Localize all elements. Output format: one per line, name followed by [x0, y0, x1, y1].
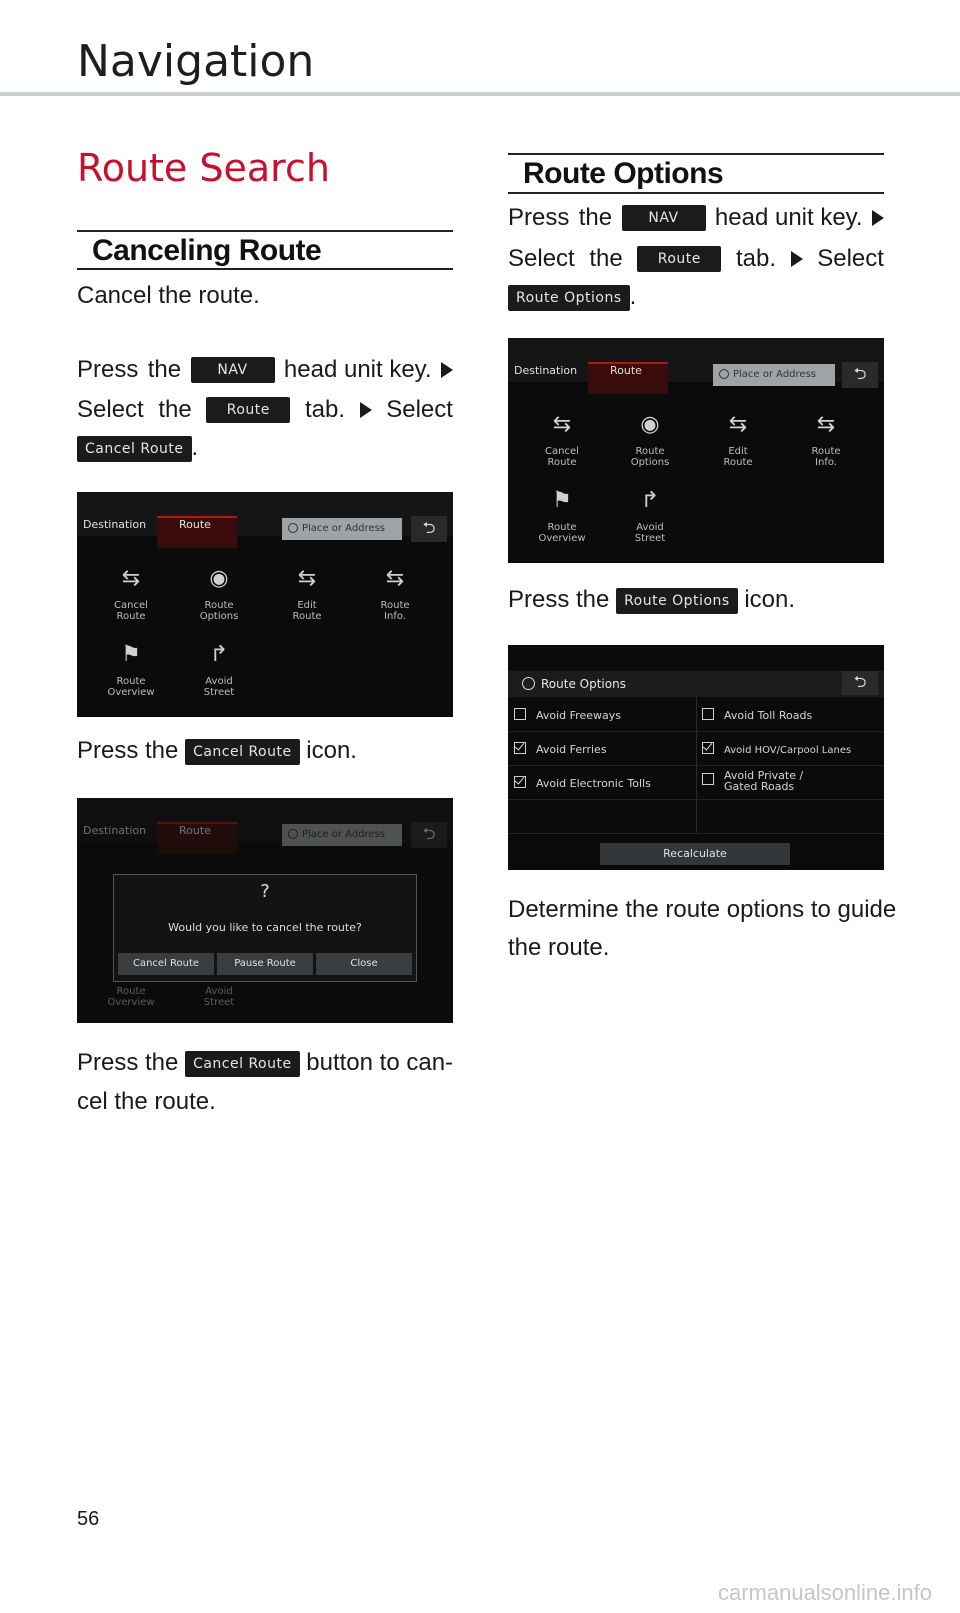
left-step1-line1 [77, 350, 453, 390]
tab-destination[interactable]: Destination [83, 518, 147, 531]
left-step3-line2: cel the route. [77, 1088, 216, 1115]
arrow-right-icon [441, 362, 453, 378]
checkbox-unchecked[interactable] [702, 708, 714, 720]
tile-route-overview[interactable]: ⚑ Route Overview [538, 488, 586, 544]
route-options-screenshot [508, 645, 884, 870]
tile-cancel-route[interactable]: ⇆ Cancel Route [545, 412, 579, 468]
tile-avoid-street[interactable]: ↱ Avoid Street [203, 642, 235, 698]
route-menu-screenshot [77, 492, 453, 717]
route-info-icon: ⇆ [816, 412, 836, 437]
back-arrow-icon[interactable]: ⮌ [411, 516, 447, 542]
back-arrow-icon[interactable]: ⮌ [842, 362, 878, 388]
avoid-street-icon: ↱ [640, 488, 660, 513]
nav-key-badge: NAV [622, 205, 706, 231]
right-step1-line3 [508, 277, 636, 317]
tab-destination[interactable]: Destination [514, 364, 578, 377]
period: . [629, 283, 637, 310]
dialog-close-button[interactable]: Close [316, 953, 412, 975]
head-unit-text: head unit key. [714, 204, 863, 231]
tile-edit-route[interactable]: ⇆ Edit Route [723, 412, 753, 468]
question-icon: ? [260, 881, 270, 902]
left-intro: Cancel the route. [77, 282, 260, 309]
cancel-route-badge: Cancel Route [185, 739, 300, 765]
press-the-text: Press the [77, 1049, 179, 1076]
right-step2 [508, 580, 795, 620]
tile-route-info[interactable]: ⇆ Route Info. [380, 566, 410, 622]
checkbox-checked[interactable] [514, 742, 526, 754]
check-circle-icon [522, 677, 535, 690]
back-arrow-icon: ⮌ [411, 822, 447, 848]
tile-route-overview[interactable]: ⚑ Route Overview [107, 642, 155, 698]
search-icon [288, 829, 298, 839]
options-title: Route Options [522, 677, 626, 691]
select-text: Select [817, 245, 884, 272]
tile-route-overview: Route Overview [107, 986, 155, 1008]
option-avoid-hov[interactable]: Avoid HOV/Carpool Lanes [702, 742, 851, 756]
checkbox-checked[interactable] [514, 776, 526, 788]
left-heading-rule-top [77, 230, 453, 232]
tile-avoid-street[interactable]: ↱ Avoid Street [634, 488, 666, 544]
option-avoid-private-gated[interactable]: Avoid Private / Gated Roads [702, 770, 803, 792]
select-text: Select [386, 396, 453, 423]
tile-avoid-street: Avoid Street [203, 986, 235, 1008]
the-text: the [147, 356, 182, 383]
right-step1-line1 [508, 198, 884, 238]
cancel-route-icon: ⇆ [121, 566, 141, 591]
left-heading-rule-bottom [77, 268, 453, 270]
route-info-icon: ⇆ [385, 566, 405, 591]
header-rule [0, 92, 960, 96]
tab-route: Route [179, 824, 211, 837]
tab-text: tab. [304, 396, 345, 423]
cancel-route-badge: Cancel Route [185, 1051, 300, 1077]
right-heading-rule-top [508, 153, 884, 155]
checkbox-checked[interactable] [702, 742, 714, 754]
route-options-badge: Route Options [616, 588, 738, 614]
search-icon [288, 523, 298, 533]
search-placeholder: Place or Address [302, 829, 385, 840]
checkbox-unchecked[interactable] [702, 773, 714, 785]
option-avoid-toll-roads[interactable]: Avoid Toll Roads [702, 708, 812, 722]
edit-route-icon: ⇆ [297, 566, 317, 591]
page-number: 56 [77, 1508, 100, 1530]
search-placeholder: Place or Address [302, 523, 385, 534]
page-header-title: Navigation [77, 36, 315, 87]
left-step1-line2 [77, 390, 453, 430]
the-text: the [158, 396, 192, 423]
icon-text: icon. [744, 586, 796, 613]
search-input [282, 824, 402, 846]
left-step1-line3 [77, 428, 198, 468]
right-desc-line2: the route. [508, 934, 610, 961]
tile-route-options[interactable]: ◉ Route Options [199, 566, 239, 622]
right-desc-line1: Determine the route options to guide [508, 896, 897, 923]
route-options-icon: ◉ [209, 566, 229, 591]
tab-route[interactable]: Route [610, 364, 642, 377]
tile-route-info[interactable]: ⇆ Route Info. [811, 412, 841, 468]
right-heading-rule-bottom [508, 192, 884, 194]
checkbox-unchecked[interactable] [514, 708, 526, 720]
the-text: the [589, 245, 623, 272]
tile-route-options[interactable]: ◉ Route Options [630, 412, 670, 468]
dialog-question: Would you like to cancel the route? [168, 921, 362, 934]
tab-destination: Destination [83, 824, 147, 837]
option-avoid-ferries[interactable]: Avoid Ferries [514, 742, 607, 756]
icon-text: icon. [306, 737, 357, 764]
option-avoid-freeways[interactable]: Avoid Freeways [514, 708, 621, 722]
search-placeholder: Place or Address [733, 369, 816, 380]
right-step1-line2 [508, 239, 884, 279]
route-menu-screenshot-right [508, 338, 884, 563]
tab-text: tab. [735, 245, 776, 272]
select-text: Select [508, 245, 575, 272]
press-the-text: Press the [508, 586, 610, 613]
the-text: the [578, 204, 613, 231]
search-icon [719, 369, 729, 379]
period: . [191, 434, 199, 461]
cancel-dialog-screenshot [77, 798, 453, 1023]
right-heading: Route Options [523, 157, 724, 190]
button-text: button to can- [306, 1049, 454, 1076]
avoid-street-icon: ↱ [209, 642, 229, 667]
row-divider [508, 833, 884, 834]
row-divider [508, 799, 884, 800]
option-avoid-electronic-tolls[interactable]: Avoid Electronic Tolls [514, 776, 651, 790]
cancel-route-icon: ⇆ [552, 412, 572, 437]
press-the-text: Press the [77, 737, 179, 764]
route-tab-badge: Route [206, 397, 290, 423]
dialog-pause-route-button[interactable]: Pause Route [217, 953, 313, 975]
edit-route-icon: ⇆ [728, 412, 748, 437]
back-arrow-icon[interactable]: ⮌ [842, 671, 878, 695]
route-options-icon: ◉ [640, 412, 660, 437]
cancel-route-badge: Cancel Route [77, 436, 192, 462]
left-step3-line1 [77, 1043, 453, 1083]
section-title: Route Search [77, 146, 330, 190]
route-overview-icon: ⚑ [121, 642, 141, 667]
cancel-route-dialog [113, 874, 417, 982]
head-unit-text: head unit key. [283, 356, 432, 383]
arrow-right-icon [360, 402, 372, 418]
row-divider [508, 731, 884, 732]
search-input[interactable] [282, 518, 402, 540]
nav-key-badge: NAV [191, 357, 275, 383]
tab-route[interactable]: Route [179, 518, 211, 531]
recalculate-button[interactable]: Recalculate [600, 843, 790, 865]
left-heading: Canceling Route [92, 234, 322, 267]
route-options-badge: Route Options [508, 285, 630, 311]
route-tab-badge: Route [637, 246, 721, 272]
tile-edit-route[interactable]: ⇆ Edit Route [292, 566, 322, 622]
tile-cancel-route[interactable]: ⇆ Cancel Route [114, 566, 148, 622]
arrow-right-icon [791, 251, 803, 267]
press-text: Press [508, 204, 570, 231]
press-text: Press [77, 356, 139, 383]
watermark: carmanualsonline.info [717, 1580, 932, 1605]
row-divider [508, 765, 884, 766]
search-input[interactable] [713, 364, 835, 386]
arrow-right-icon [872, 210, 884, 226]
left-step2 [77, 731, 357, 771]
route-overview-icon: ⚑ [552, 488, 572, 513]
dialog-cancel-route-button[interactable]: Cancel Route [118, 953, 214, 975]
select-text: Select [77, 396, 144, 423]
